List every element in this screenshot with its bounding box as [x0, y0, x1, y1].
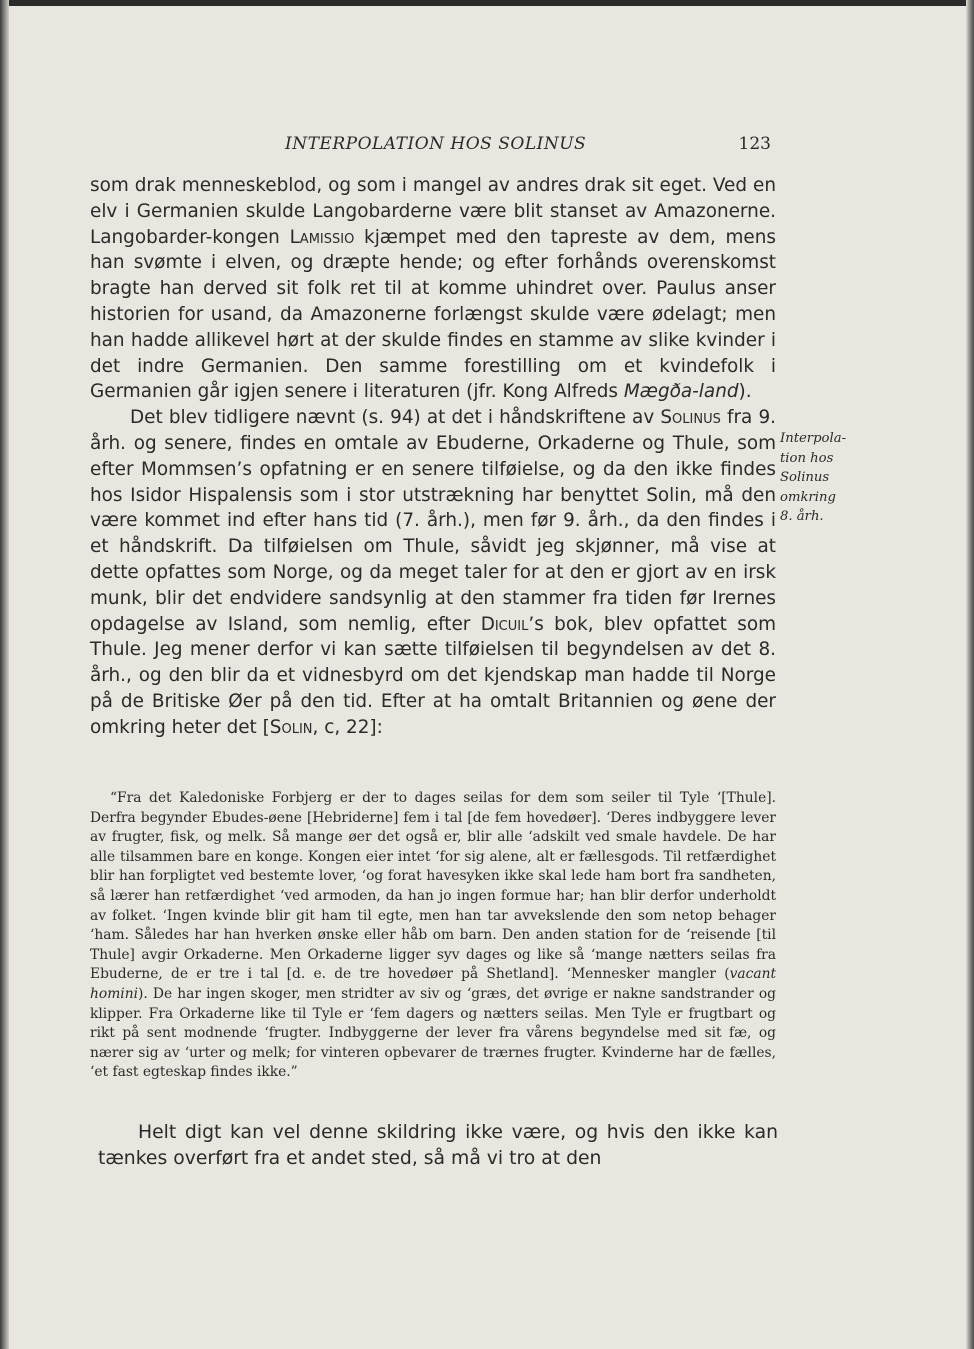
quote-paragraph	[90, 789, 776, 1083]
quote-text-b: ). De har ingen skoger, men stridter av siv og ‘græs, det øvrige er nakne sandstrander og klipper. Fra Orkaderne like til Tyle er ‘fem dagers og nætters seilas. Men Tyle er frugtbart og rikt på sent modnende ‘frugter. Indbyggerne der lever fra vårens begyndelse med sit fæ, og nærer sig av ‘urter og melk; for vinteren opbevarer de trærnes frugter. Kvinderne har de fælles, ‘et fast egteskap findes ikke.”	[90, 985, 776, 1081]
paragraph-2-text-d: , c, 22]:	[312, 716, 383, 738]
margin-note-line-1: Interpola-	[780, 431, 847, 446]
scan-edge-top	[0, 0, 974, 6]
paragraph-2-text-a: Det blev tidligere nævnt (s. 94) at det i håndskriftene av	[130, 407, 661, 429]
quote-latin-term: vacant homini	[90, 966, 776, 1002]
name-lamissio: Lamissio	[289, 226, 355, 248]
paragraph-2-text-c: ’s bok, blev opfattet som Thule. Jeg mener derfor vi kan sætte tilføielsen til begyndelsen av det 8. årh., og den blir da et vidnesbyrd om det kjendskap man hadde til Norge på de Britiske Øer på den tid. Efter at ha omtalt Britannien og øene der omkring heter det [	[90, 613, 777, 738]
term-maegda-land: Mægða-land	[623, 381, 739, 403]
running-title: INTERPOLATION HOS SOLINUS	[285, 134, 587, 154]
scan-edge-right	[966, 0, 974, 1349]
block-quote	[90, 789, 776, 1083]
margin-note-line-2: tion hos	[780, 450, 834, 466]
margin-note-line-5: 8. årh.	[780, 509, 824, 525]
margin-note-line-3: Solinus	[780, 470, 830, 486]
quote-text-a: “Fra det Kaledoniske Forbjerg er der to dages seilas for dem som seiler til Tyle ‘[Thule]. Derfra begynder Ebudes-øene [Hebriderne] fem i tal [de fem hovedøer]. ‘Deres indbyggere lever av frugter, fisk, og melk. Så mange øer det også er, blir alle ‘adskilt ved smale havdele. De har alle tilsammen bare en konge. Kongen eier intet ‘for sig alene, alt er fællesgods. Til retfærdighet blir han forpligtet ved bestemte lover, ‘og forat havesyken ikke skal lede ham bort fra sandheten, så lærer han retfærdighet ‘ved armoden, da han jo ingen formue har; han blir derfor underholdt av folket. ‘Ingen kvinde blir git ham til egte, men han tar avvekslende den som netop behager ‘ham. Således har han hverken ønske eller håb om barn. Den anden station for de ‘reisende [til Thule] avgir Orkaderne. Men Orkaderne ligger syv dages og like så ‘mange nætters seilas fra Ebuderne, de er tre i tal [d. e. de tre hovedøer på Shetland]. ‘Mennesker mangler (	[90, 790, 776, 983]
main-text	[90, 173, 776, 741]
scan-edge-left	[0, 0, 9, 1349]
name-solinus: Solinus	[660, 407, 721, 429]
paragraph-1-end: ).	[738, 381, 752, 403]
closing-paragraph	[98, 1120, 778, 1172]
name-solin: Solin	[269, 716, 313, 738]
paragraph-1-text-a: som drak menneskeblod, og som i mangel av andres drak sit eget. Ved en elv i Germanien skulde Langobarderne være blit stanset av Amazonerne. Langobarder-kongen	[90, 175, 776, 248]
page-number: 123	[738, 134, 771, 154]
paragraph-2	[90, 405, 776, 740]
margin-note-line-4: omkring	[780, 489, 836, 505]
paragraph-1	[90, 173, 776, 405]
paragraph-2-text-b: fra 9. årh. og senere, findes en omtale av Ebuderne, Orkaderne og Thule, som efter Mommsen’s opfatning er en senere tilføielse, og da den ikke findes hos Isidor Hispalensis som i stor utstrækning har benyttet Solin, må den være kommet ind efter hans tid (7. årh.), men før 9. årh., da den findes i et håndskrift. Da tilføielsen om Thule, såvidt jeg skjønner, må vise at dette opfattes som Norge, og da meget taler for at den er gjort av en irsk munk, blir det endvidere sandsynlig at den stammer fra tiden før Irernes opdagelse av Island, som nemlig, efter	[90, 407, 776, 635]
margin-note	[780, 429, 854, 527]
page-header	[285, 134, 771, 158]
paragraph-1-text-b: kjæmpet med den tapreste av dem, mens han svømte i elven, og dræpte hende; og efter forhånds overenskomst bragte han derved sit folk ret til at komme uhindret over. Paulus anser historien for usand, da Amazonerne forlængst skulde være ødelagt; men han hadde allikevel hørt at der skulde findes en stamme av slike kvinder i det indre Germanien. Den samme forestilling om et kvindefolk i Germanien går igjen senere i literaturen (jfr. Kong Alfreds	[90, 226, 776, 403]
name-dicuil: Dicuil	[480, 613, 529, 635]
closing-paragraph-text: Helt digt kan vel denne skildring ikke være, og hvis den ikke kan tænkes overført fra et andet sted, så må vi tro at den	[98, 1122, 778, 1169]
